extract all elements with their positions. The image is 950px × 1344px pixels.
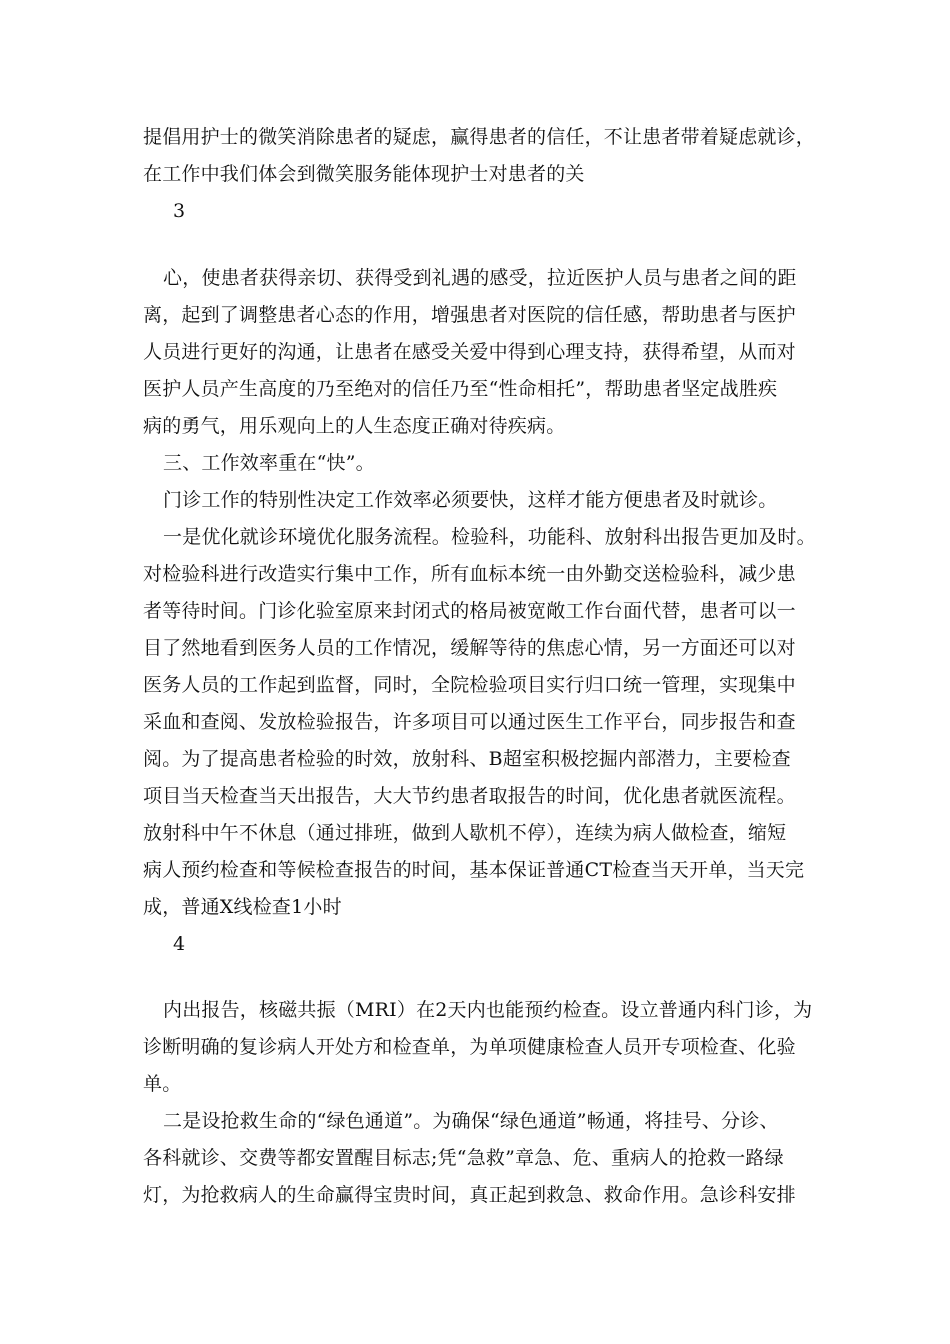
page-number: 3	[173, 200, 186, 222]
text-line: 病人预约检查和等候检查报告的时间，基本保证普通CT检查当天开单，当天完	[143, 859, 805, 881]
text-line: 者等待时间。门诊化验室原来封闭式的格局被宽敞工作台面代替，患者可以一	[143, 600, 796, 622]
text-line: 灯，为抢救病人的生命赢得宝贵时间，真正起到救急、救命作用。急诊科安排	[143, 1184, 796, 1206]
text-line: 诊断明确的复诊病人开处方和检查单，为单项健康检查人员开专项检查、化验	[143, 1036, 796, 1058]
text-line: 一是优化就诊环境优化服务流程。检验科，功能科、放射科出报告更加及时。	[163, 526, 816, 548]
text-line: 门诊工作的特别性决定工作效率必须要快，这样才能方便患者及时就诊。	[163, 489, 778, 511]
section-heading: 三、工作效率重在“快”。	[163, 452, 375, 474]
text-line: 内出报告，核磁共振（MRI）在2天内也能预约检查。设立普通内科门诊，为	[163, 999, 813, 1021]
text-line: 医务人员的工作起到监督，同时，全院检验项目实行归口统一管理，实现集中	[143, 674, 796, 696]
text-line: 离，起到了调整患者心态的作用，增强患者对医院的信任感，帮助患者与医护	[143, 304, 796, 326]
text-line: 在工作中我们体会到微笑服务能体现护士对患者的关	[143, 163, 585, 185]
text-line: 阅。为了提高患者检验的时效，放射科、B超室积极挖掘内部潜力，主要检查	[143, 748, 791, 770]
text-line: 各科就诊、交费等都安置醒目标志;凭“急救”章急、危、重病人的抢救一路绿	[143, 1147, 784, 1169]
page-number: 4	[173, 933, 186, 955]
text-line: 医护人员产生高度的乃至绝对的信任乃至“性命相托”，帮助患者坚定战胜疾	[143, 378, 778, 400]
text-line: 成，普通X线检查1小时	[143, 896, 342, 918]
text-line: 人员进行更好的沟通，让患者在感受关爱中得到心理支持，获得希望，从而对	[143, 341, 796, 363]
text-line: 对检验科进行改造实行集中工作，所有血标本统一由外勤交送检验科，减少患	[143, 563, 796, 585]
text-line: 提倡用护士的微笑消除患者的疑虑，赢得患者的信任，不让患者带着疑虑就诊，	[143, 126, 816, 148]
text-line: 项目当天检查当天出报告，大大节约患者取报告的时间，优化患者就医流程。	[143, 785, 796, 807]
text-line: 二是设抢救生命的“绿色通道”。为确保“绿色通道”畅通，将挂号、分诊、	[163, 1110, 779, 1132]
text-line: 单。	[143, 1073, 182, 1095]
text-line: 目了然地看到医务人员的工作情况，缓解等待的焦虑心情，另一方面还可以对	[143, 637, 796, 659]
text-line: 心，使患者获得亲切、获得受到礼遇的感受，拉近医护人员与患者之间的距	[163, 267, 797, 289]
text-line: 采血和查阅、发放检验报告，许多项目可以通过医生工作平台，同步报告和查	[143, 711, 796, 733]
text-line: 放射科中午不休息（通过排班，做到人歇机不停），连续为病人做检查，缩短	[143, 822, 787, 844]
text-line: 病的勇气，用乐观向上的人生态度正确对待疾病。	[143, 415, 566, 437]
